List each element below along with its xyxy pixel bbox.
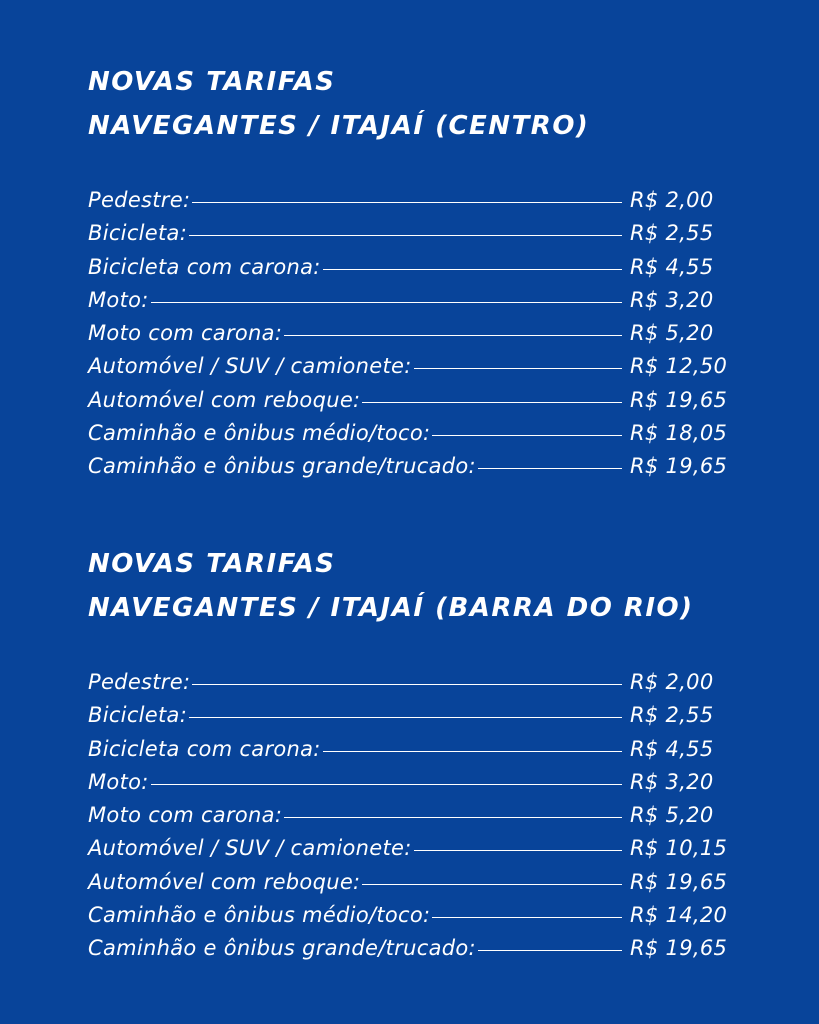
tariff-price: R$ 5,20 [630,321,714,346]
tariff-label: Pedestre: [88,670,191,694]
dotted-leader-line [362,884,622,885]
dotted-leader-line [478,468,622,469]
tariff-label: Automóvel com reboque: [88,869,361,894]
tariff-label: Moto: [88,769,149,794]
tariff-label: Caminhão e ônibus grande/trucado: [88,936,476,961]
tariff-price: R$ 2,55 [630,703,714,728]
tariff-price: R$ 10,15 [630,836,728,861]
tariff-row [88,936,748,969]
dotted-leader-line [478,950,622,951]
tariff-label: Pedestre: [88,188,191,212]
tariff-row [88,770,748,803]
tariff-label: Automóvel / SUV / camionete: [88,354,412,379]
tariff-price: R$ 18,05 [630,421,728,446]
section-title-line2: NAVEGANTES / ITAJAÍ (BARRA DO RIO) [88,593,694,623]
tariff-row [88,737,748,770]
tariff-label: Automóvel com reboque: [88,387,361,412]
tariff-label: Moto com carona: [88,321,283,346]
tariff-label: Automóvel / SUV / camionete: [88,836,412,861]
tariff-price: R$ 19,65 [630,454,728,479]
tariff-label: Moto: [88,287,149,312]
tariff-price: R$ 4,55 [630,736,714,761]
tariff-price: R$ 14,20 [630,903,728,928]
tariff-price: R$ 3,20 [630,287,714,312]
section-title-line2: NAVEGANTES / ITAJAÍ (CENTRO) [88,111,590,141]
dotted-leader-line [323,269,622,270]
tariff-price: R$ 4,55 [630,254,714,279]
dotted-leader-line [192,202,622,203]
tariff-row [88,836,748,869]
section-title-line1: NOVAS TARIFAS [88,67,336,97]
dotted-leader-line [151,302,622,303]
dotted-leader-line [192,684,622,685]
tariff-list [88,188,748,488]
tariff-label: Caminhão e ônibus médio/toco: [88,421,431,446]
tariff-row [88,388,748,421]
tariff-row [88,870,748,903]
tariff-label: Caminhão e ônibus grande/trucado: [88,454,476,479]
tariff-price: R$ 5,20 [630,803,714,828]
tariff-row [88,354,748,387]
dotted-leader-line [284,335,622,336]
dotted-leader-line [432,917,622,918]
tariff-price: R$ 19,65 [630,936,728,961]
tariff-row [88,255,748,288]
tariff-row [88,221,748,254]
tariff-row [88,903,748,936]
tariff-row [88,188,748,221]
section-title-line1: NOVAS TARIFAS [88,549,336,579]
tariff-price: R$ 19,65 [630,387,728,412]
dotted-leader-line [189,235,622,236]
tariff-row [88,703,748,736]
tariff-price: R$ 19,65 [630,869,728,894]
tariff-label: Bicicleta: [88,703,188,728]
tariff-label: Moto com carona: [88,803,283,828]
tariff-label: Bicicleta com carona: [88,736,321,761]
dotted-leader-line [414,368,622,369]
tariff-price: R$ 3,20 [630,769,714,794]
tariff-row [88,421,748,454]
tariff-section-centro [88,60,748,488]
tariff-row [88,670,748,703]
dotted-leader-line [432,435,622,436]
tariff-row [88,321,748,354]
tariff-label: Caminhão e ônibus médio/toco: [88,903,431,928]
tariff-label: Bicicleta: [88,221,188,246]
tariff-row [88,454,748,487]
dotted-leader-line [189,717,622,718]
dotted-leader-line [284,817,622,818]
dotted-leader-line [414,850,622,851]
tariff-section-barra-do-rio [88,542,748,970]
dotted-leader-line [323,751,622,752]
tariff-price: R$ 2,00 [630,188,714,212]
dotted-leader-line [362,402,622,403]
tariff-row [88,288,748,321]
tariff-price: R$ 2,00 [630,670,714,694]
tariff-list [88,670,748,970]
dotted-leader-line [151,784,622,785]
tariff-label: Bicicleta com carona: [88,254,321,279]
tariff-row [88,803,748,836]
tariff-price: R$ 2,55 [630,221,714,246]
tariff-price: R$ 12,50 [630,354,728,379]
